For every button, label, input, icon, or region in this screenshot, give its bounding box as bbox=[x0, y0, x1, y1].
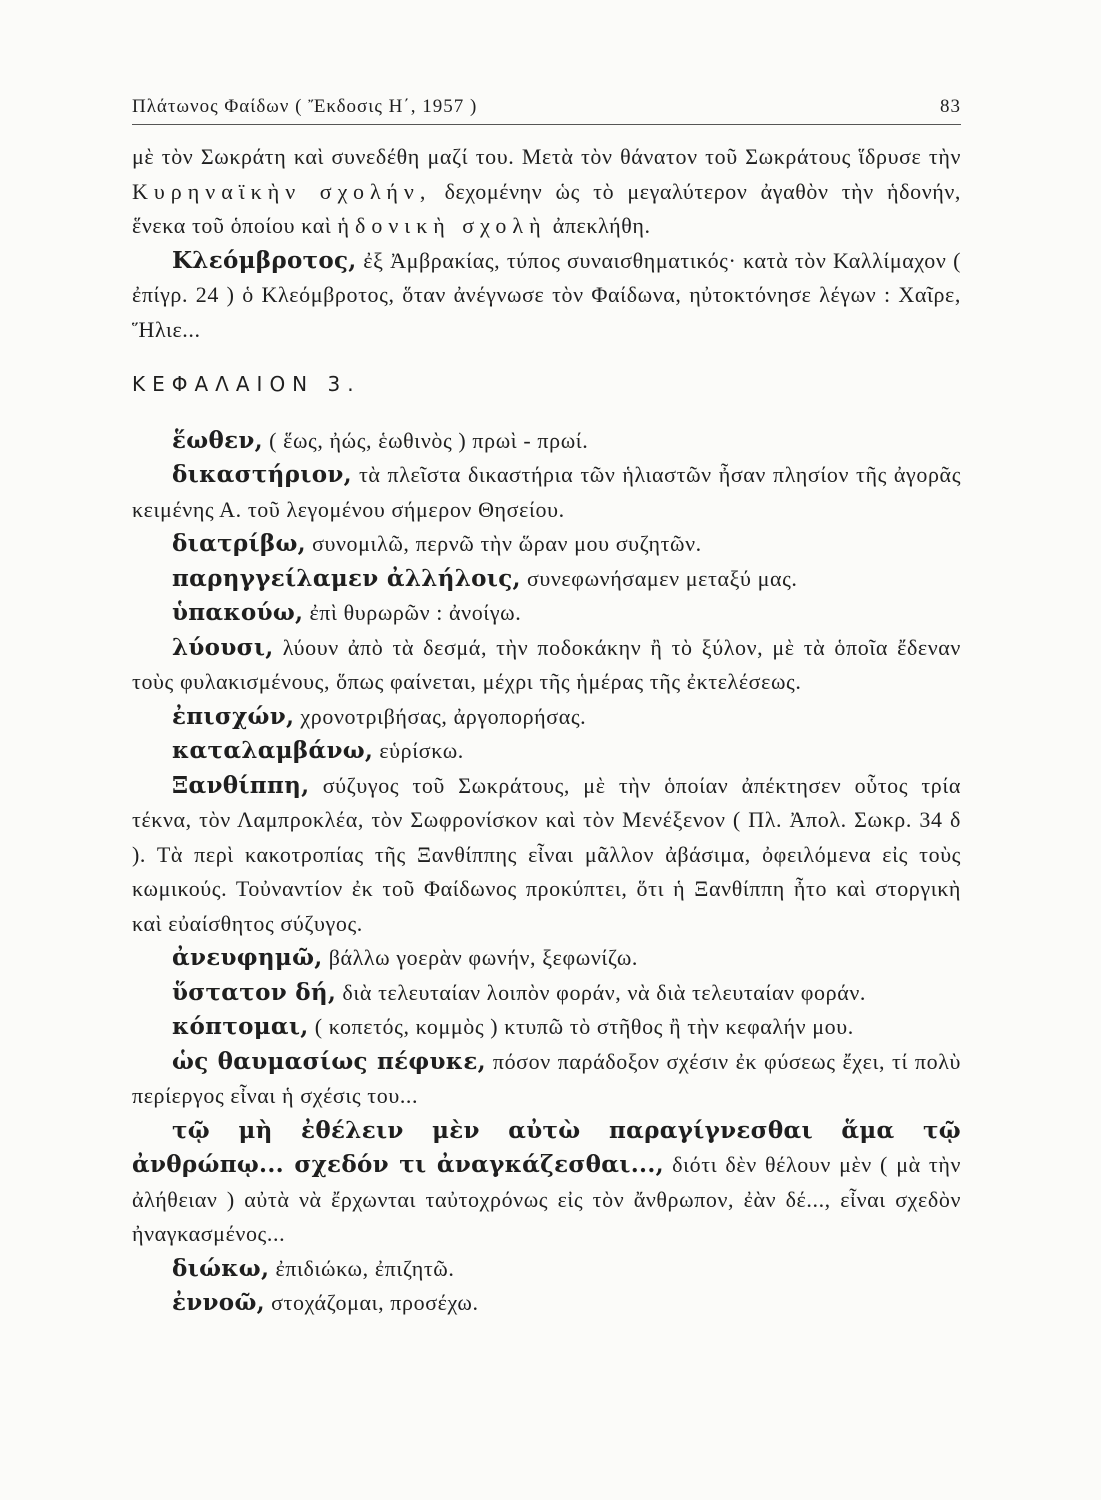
glossary-term: τῷ μὴ ἐθέλειν μὲν αὐτὼ παραγίγνεσθαι ἅμα τῷ ἀνθρώπῳ... σχεδόν τι ἀναγκάζεσθαι..., bbox=[132, 1116, 961, 1178]
glossary-entry bbox=[132, 734, 961, 769]
glossary-definition: ( κοπετός, κομμὸς ) κτυπῶ τὸ στῆθος ἢ τὴν κεφαλήν μου. bbox=[314, 1014, 854, 1039]
glossary-entry bbox=[132, 769, 961, 942]
glossary-entry bbox=[132, 941, 961, 976]
glossary-definition: σύζυγος τοῦ Σωκράτους, μὲ τὴν ὁποίαν ἀπέκτησεν οὗτος τρία τέκνα, τὸν Λαμπροκλέα, τὸν Σωφρονίσκον καὶ τὸν Μενέξενον ( Πλ. Ἀπολ. Σωκρ. 34 δ ). Τὰ περὶ κακοτροπίας τῆς Ξανθίππης εἶναι μᾶλλον ἀβάσιμα, ὀφειλόμενα εἰς τοὺς κωμικούς. Τοὐναντίον ἐκ τοῦ Φαίδωνος προκύπτει, ὅτι ἡ Ξανθίππη ἦτο καὶ στοργικὴ καὶ εὐαίσθητος σύζυγος. bbox=[132, 772, 962, 936]
running-title: Πλάτωνος Φαίδων ( Ἔκδοσις Η΄, 1957 ) bbox=[132, 96, 478, 117]
intro-line-2-post: δεχομένην ὡς τὸ μεγαλύτερον bbox=[444, 178, 748, 204]
intro-line-3-spaced: ἡδονικὴ σχολὴ bbox=[337, 213, 547, 238]
glossary-term: λύουσι, bbox=[172, 633, 274, 661]
glossary-definition: ἐπὶ θυρωρῶν : ἀνοίγω. bbox=[309, 600, 522, 625]
glossary-entry bbox=[132, 562, 961, 597]
chapter-heading: ΚΕΦΑΛΑΙΟΝ 3. bbox=[132, 372, 361, 396]
glossary-term: ἐπισχών, bbox=[172, 702, 295, 730]
kleombrotos-text: ἐξ Ἀμβρακίας, τύπος συναισθηματικός· κατὰ τὸν Καλλίμαχον ( ἐπίγρ. 24 ) ὁ Κλεόμβροτος, ὅταν ἀνέγνωσε τὸν Φαίδωνα, ηὐτοκτόνησε λέγων : Χαῖρε, Ἥλιε... bbox=[132, 247, 961, 342]
page-number: 83 bbox=[940, 96, 961, 117]
glossary-term: κόπτομαι, bbox=[172, 1013, 309, 1040]
glossary-entry bbox=[132, 596, 961, 631]
glossary-definition: ἐπιδιώκω, ἐπιζητῶ. bbox=[275, 1255, 455, 1281]
glossary-entry bbox=[132, 631, 961, 700]
glossary-entry bbox=[132, 424, 961, 459]
glossary-term: Ξανθίππη, bbox=[172, 771, 310, 799]
glossary-term: ὕστατον δή, bbox=[172, 978, 337, 1006]
glossary-term: διώκω, bbox=[172, 1254, 270, 1282]
glossary-definition: λύουν ἀπὸ τὰ δεσμά, τὴν ποδοκάκην ἢ τὸ ξύλον, μὲ τὰ ὁποῖα ἔδεναν τοὺς φυλακισμένους, ὅπως φαίνεται, μέχρι τῆς ἡμέρας τῆς ἐκτελέσεως. bbox=[132, 634, 961, 694]
glossary-term: καταλαμβάνω, bbox=[172, 737, 374, 764]
glossary-term: διατρίβω, bbox=[172, 530, 306, 557]
intro-line-3-post: ἀπεκλήθη. bbox=[552, 213, 651, 238]
glossary-definition: πόσον παράδοξον σχέσιν ἐκ φύσεως ἔχει, τί πολὺ περίεργος εἶναι ἡ σχέσις του... bbox=[132, 1048, 961, 1108]
glossary-definition: στοχάζομαι, προσέχω. bbox=[271, 1290, 479, 1315]
intro-line-2-spaced: Κυρηναϊκὴν σχολήν, bbox=[132, 178, 432, 204]
intro-line-2-pre: ἵδρυσε τὴν bbox=[858, 144, 962, 169]
glossary-definition: τὰ πλεῖστα δικαστήρια τῶν ἡλιαστῶν ἦσαν πλησίον τῆς ἀγορᾶς κειμένης Α. τοῦ λεγομένου σήμερον Θησείου. bbox=[132, 462, 962, 522]
glossary-entry bbox=[132, 1286, 961, 1321]
glossary-entry bbox=[132, 1010, 961, 1045]
glossary-entry bbox=[132, 700, 961, 735]
glossary-entry bbox=[132, 458, 961, 527]
glossary-definition: εὑρίσκω. bbox=[379, 738, 464, 763]
intro-line-1: μὲ τὸν Σωκράτη καὶ συνεδέθη μαζί του. Μετὰ τὸν θάνατον τοῦ Σωκράτους bbox=[132, 144, 851, 169]
glossary-definition: συνομιλῶ, περνῶ τὴν ὥραν μου συζητῶν. bbox=[312, 531, 702, 556]
glossary-term: ἕωθεν, bbox=[172, 426, 263, 454]
intro-paragraph bbox=[132, 140, 961, 244]
kleombrotos-term: Κλεόμβροτος, bbox=[172, 246, 357, 274]
glossary-definition: διότι δὲν θέλουν μὲν ( μὰ τὴν ἀλήθειαν ) αὐτὰ νὰ ἔρχωνται ταὐτοχρόνως εἰς τὸν ἄνθρωπον, ἐὰν δέ..., εἶναι σχεδὸν ἠναγκασμένος... bbox=[132, 1152, 962, 1246]
intro-line-3-pre: ἀγαθὸν τὴν ἡδονήν, ἕνεκα τοῦ ὁποίου καὶ bbox=[132, 178, 962, 238]
running-header bbox=[132, 94, 961, 125]
glossary-definition: χρονοτριβήσας, ἀργοπορήσας. bbox=[300, 703, 587, 729]
glossary-term: ὡς θαυμασίως πέφυκε, bbox=[172, 1047, 486, 1075]
glossary-entry bbox=[132, 1045, 961, 1114]
glossary-definition: συνεφωνήσαμεν μεταξύ μας. bbox=[526, 565, 798, 591]
glossary-list bbox=[132, 424, 961, 1321]
glossary-term: ἐννοῶ, bbox=[172, 1289, 265, 1316]
glossary-term: ἀνευφημῶ, bbox=[172, 944, 323, 971]
glossary-definition: διὰ τελευταίαν λοιπὸν φοράν, νὰ διὰ τελευταίαν φοράν. bbox=[342, 979, 866, 1005]
glossary-definition: βάλλω γοερὰν φωνήν, ξεφωνίζω. bbox=[328, 945, 638, 970]
page-body bbox=[132, 140, 961, 1321]
glossary-term: ὑπακούω, bbox=[172, 599, 304, 626]
glossary-entry bbox=[132, 527, 961, 562]
glossary-definition: ( ἕως, ἠώς, ἑωθινὸς ) πρωὶ - πρωί. bbox=[269, 427, 589, 453]
glossary-entry bbox=[132, 1114, 961, 1252]
glossary-term: παρηγγείλαμεν ἀλλήλοις, bbox=[172, 564, 521, 592]
glossary-term: δικαστήριον, bbox=[172, 461, 352, 488]
kleombrotos-entry bbox=[132, 244, 961, 348]
glossary-entry bbox=[132, 976, 961, 1011]
glossary-entry bbox=[132, 1252, 961, 1287]
